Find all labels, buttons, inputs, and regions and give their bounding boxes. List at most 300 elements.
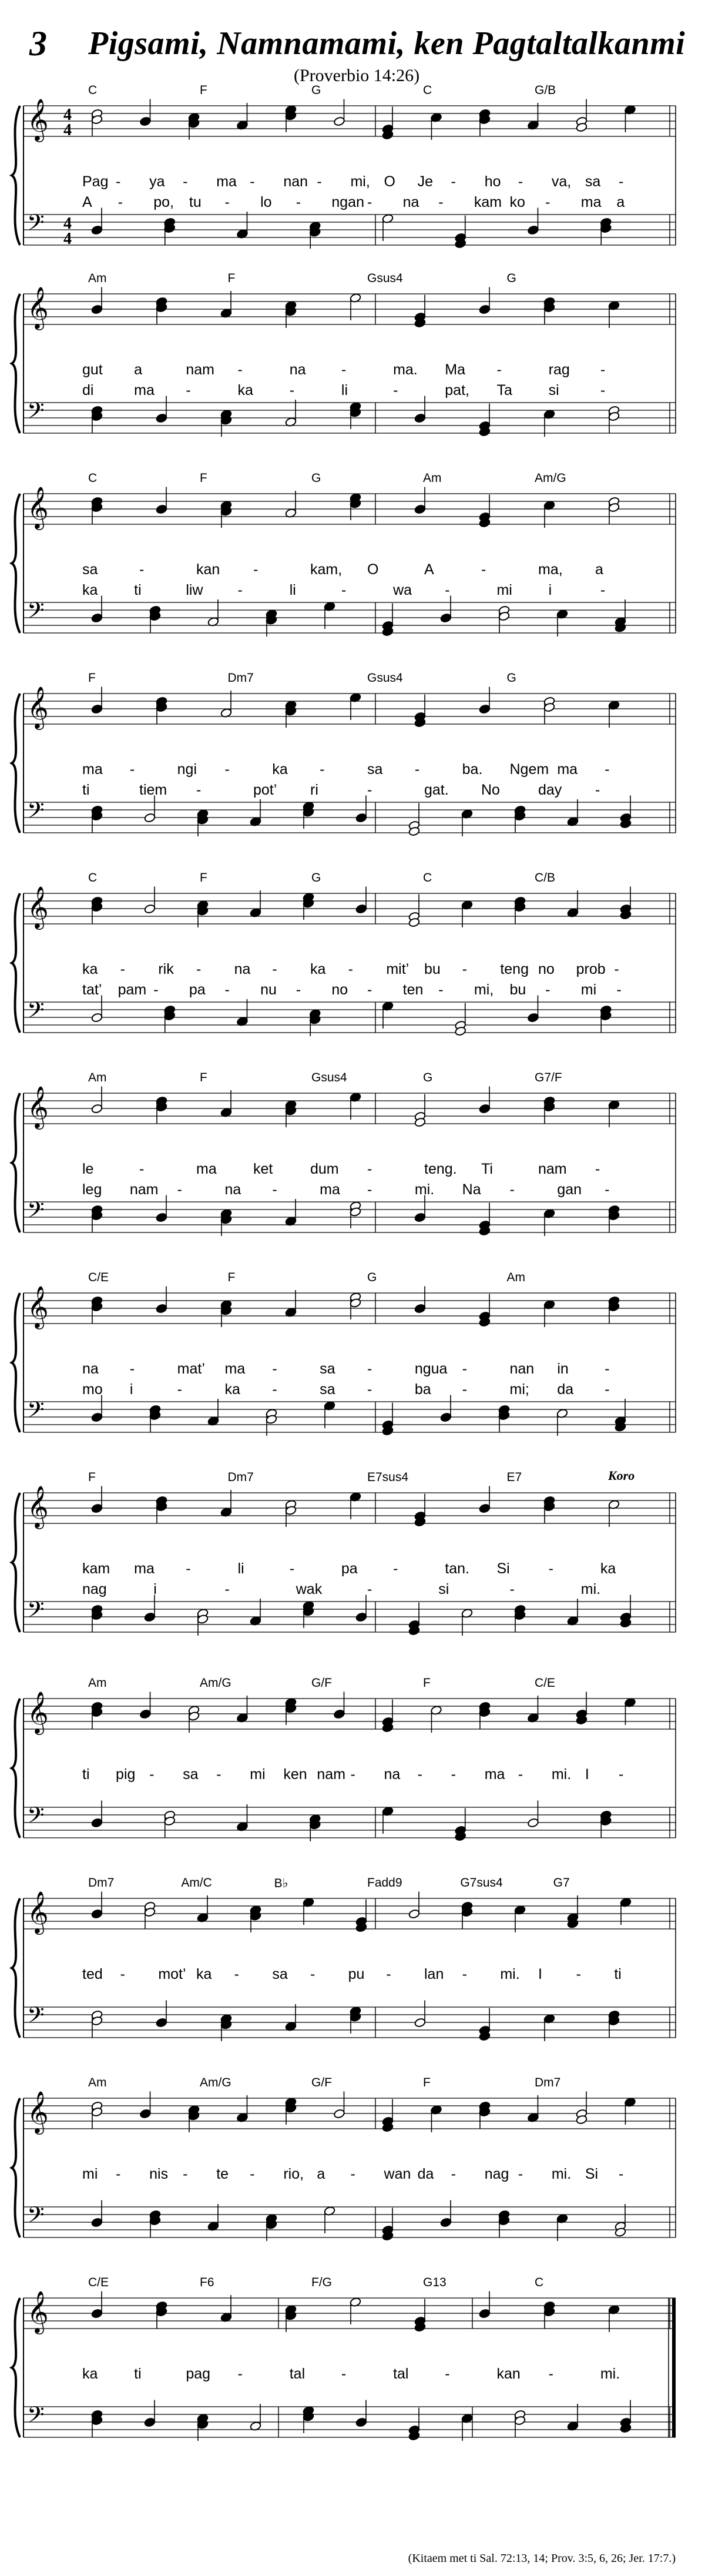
lyric-syllable-verse1: -: [481, 561, 486, 578]
lyric-syllable-verse1: tal: [393, 2366, 409, 2382]
note-head: [333, 116, 345, 126]
lyric-syllable-verse1: te: [216, 2166, 229, 2182]
lyric-syllable-verse1: mi: [250, 1766, 266, 1783]
lyric-syllable-verse2: -: [177, 1381, 182, 1398]
chord-symbol: C/E: [535, 1676, 556, 1690]
lyric-syllable-verse1: a: [595, 561, 603, 578]
lyric-syllable-verse1: A: [424, 561, 434, 578]
lyric-syllable-verse2: ten: [402, 982, 424, 998]
lyric-syllable-verse2: i: [129, 1381, 133, 1398]
lyric-syllable-verse1: prob: [576, 961, 606, 977]
system-brace-icon: [12, 1093, 20, 1232]
lyric-syllable-verse2: i: [548, 582, 552, 598]
lyric-syllable-verse1: O: [384, 173, 395, 190]
treble-clef-icon: 𝄞: [27, 1690, 49, 1733]
lyric-syllable-verse2: -: [224, 1581, 230, 1597]
lyric-syllable-verse1: -: [614, 961, 619, 977]
lyric-syllable-verse2: -: [462, 1381, 467, 1398]
lyric-syllable-verse2: ma: [580, 194, 602, 210]
lyric-syllable-verse1: -: [183, 173, 188, 190]
treble-clef-icon: 𝄞: [27, 1890, 49, 1933]
note-head: [355, 904, 367, 914]
lyric-syllable-verse2: -: [595, 782, 600, 798]
system-brace-icon: [12, 893, 20, 1033]
lyric-syllable-verse1: kan: [196, 561, 220, 578]
lyric-syllable-verse2: Ta: [496, 382, 512, 398]
note-head: [144, 1612, 156, 1622]
note-head: [527, 225, 539, 235]
note-head: [144, 904, 156, 914]
time-signature-top: 4: [63, 106, 72, 124]
lyric-syllable-verse1: ket: [253, 1161, 273, 1177]
lyric-syllable-verse2: ngan: [331, 194, 364, 210]
note-head: [479, 1104, 491, 1114]
music-system: [0, 2263, 705, 2463]
system-brace-icon: [12, 1898, 20, 2038]
note-head: [408, 1909, 420, 1919]
lyric-syllable-verse1: Ti: [481, 1161, 493, 1177]
lyric-syllable-verse1: -: [618, 2166, 624, 2182]
lyric-syllable-verse2: li: [341, 382, 348, 398]
lyric-syllable-verse1: -: [237, 361, 243, 378]
system-brace-icon: [12, 2298, 20, 2437]
lyric-syllable-verse1: ti: [614, 1966, 622, 1982]
lyric-syllable-verse1: -: [317, 173, 322, 190]
music-system: [0, 1663, 705, 1863]
chord-symbol: G: [506, 272, 516, 285]
lyric-syllable-verse1: ka: [600, 1560, 616, 1577]
lyric-syllable-verse1: ma: [196, 1161, 217, 1177]
lyric-syllable-verse1: -: [289, 1560, 295, 1577]
staff-graphics: [0, 858, 705, 1058]
lyric-syllable-verse2: mi: [580, 982, 597, 998]
lyric-syllable-verse2: -: [545, 194, 550, 210]
lyric-syllable-verse1: ngi: [177, 761, 197, 778]
lyric-syllable-verse2: -: [196, 782, 202, 798]
music-system: [0, 71, 705, 270]
lyric-syllable-verse1: ma: [216, 173, 237, 190]
lyric-syllable-verse2: ka: [224, 1381, 240, 1398]
staff-graphics: [0, 658, 705, 858]
lyric-syllable-verse1: -: [393, 1560, 398, 1577]
lyric-syllable-verse2: lo: [260, 194, 272, 210]
note-head: [91, 1104, 103, 1114]
chord-symbol: E7: [506, 1470, 522, 1484]
footer-reference-note: (Kitaem met ti Sal. 72:13, 14; Prov. 3:5, 6, 26; Jer. 17:7.): [408, 2552, 676, 2565]
lyric-syllable-verse1: pig: [116, 1766, 136, 1783]
note-head: [91, 2217, 103, 2227]
note-head: [91, 1818, 103, 1828]
lyric-syllable-verse1: -: [120, 961, 125, 977]
treble-clef-icon: 𝄞: [27, 885, 49, 928]
lyric-syllable-verse2: -: [509, 1581, 515, 1597]
treble-clef-icon: 𝄞: [27, 2090, 49, 2133]
lyric-syllable-verse1: I: [585, 1766, 589, 1783]
lyric-syllable-verse1: nan: [283, 173, 308, 190]
treble-clef-icon: 𝄞: [27, 1485, 49, 1527]
lyric-syllable-verse1: tal: [289, 2366, 306, 2382]
chord-symbol: G13: [423, 2276, 446, 2289]
lyric-syllable-verse2: -: [224, 194, 230, 210]
lyric-syllable-verse1: ma: [134, 1560, 155, 1577]
lyric-syllable-verse2: wak: [296, 1581, 323, 1597]
lyric-syllable-verse1: ka: [310, 961, 326, 977]
note-head: [414, 413, 426, 423]
chord-symbol: E7sus4: [367, 1470, 409, 1484]
chord-symbol: G: [367, 1271, 377, 1284]
note-head: [355, 2417, 367, 2427]
lyric-syllable-verse1: nam: [317, 1766, 346, 1783]
lyric-syllable-verse2: -: [367, 782, 372, 798]
treble-clef-icon: 𝄞: [27, 1285, 49, 1328]
lyric-syllable-verse1: nis: [149, 2166, 169, 2182]
staff-graphics: [0, 458, 705, 658]
bass-clef-icon: 𝄢: [27, 209, 45, 241]
chord-symbol: Am: [88, 1071, 107, 1084]
note-head: [91, 2309, 103, 2319]
note-head: [527, 1818, 539, 1828]
chord-symbol: G7/F: [535, 1071, 562, 1084]
chord-symbol: C: [423, 871, 432, 885]
lyric-syllable-verse1: -: [496, 361, 502, 378]
lyric-syllable-verse1: ma,: [538, 561, 563, 578]
music-system: [0, 1863, 705, 2063]
lyric-syllable-verse1: ka: [82, 2366, 98, 2382]
lyric-syllable-verse2: pam: [118, 982, 147, 998]
lyric-syllable-verse2: mo: [82, 1381, 103, 1398]
treble-clef-icon: 𝄞: [27, 286, 49, 329]
lyric-syllable-verse2: si: [548, 382, 559, 398]
note-head: [440, 1412, 452, 1422]
lyric-syllable-verse2: no: [331, 982, 348, 998]
lyric-syllable-verse1: mi.: [551, 1766, 572, 1783]
lyric-syllable-verse1: -: [149, 1766, 155, 1783]
lyric-syllable-verse1: no: [538, 961, 555, 977]
system-brace-icon: [12, 494, 20, 633]
chord-symbol: F: [200, 83, 207, 97]
lyric-syllable-verse1: nam: [186, 361, 214, 378]
lyric-syllable-verse2: pa: [189, 982, 206, 998]
lyric-syllable-verse1: nan: [509, 1361, 535, 1377]
chord-symbol: Gsus4: [367, 671, 403, 685]
lyric-syllable-verse2: bu: [509, 982, 526, 998]
chord-symbol: F: [200, 471, 207, 485]
lyric-syllable-verse1: mot’: [158, 1966, 186, 1982]
lyric-syllable-verse1: nam: [538, 1161, 567, 1177]
lyric-syllable-verse1: Si: [585, 2166, 599, 2182]
chord-symbol: G: [423, 1071, 433, 1084]
lyric-syllable-verse1: -: [462, 1966, 467, 1982]
lyric-syllable-verse1: rik: [158, 961, 174, 977]
lyric-syllable-verse2: po,: [153, 194, 174, 210]
lyric-syllable-verse1: -: [600, 361, 606, 378]
bass-clef-icon: 𝄢: [27, 1802, 45, 1834]
hymn-number: 3: [29, 24, 47, 63]
chord-symbol: Am: [506, 1271, 525, 1284]
note-head: [414, 1212, 426, 1222]
lyric-syllable-verse2: -: [600, 382, 606, 398]
lyric-syllable-verse2: ma: [134, 382, 155, 398]
lyric-syllable-verse1: ti: [134, 2366, 142, 2382]
music-system: [0, 259, 705, 458]
lyric-syllable-verse2: ma: [320, 1181, 340, 1198]
lyric-syllable-verse1: O: [367, 561, 379, 578]
lyric-syllable-verse1: a: [134, 361, 143, 378]
lyric-syllable-verse1: -: [518, 2166, 523, 2182]
chord-symbol: Am: [88, 272, 107, 285]
lyric-syllable-verse1: lan: [424, 1966, 444, 1982]
lyric-syllable-verse2: gan: [557, 1181, 582, 1198]
lyric-syllable-verse2: liw: [186, 582, 203, 598]
lyric-syllable-verse1: da: [417, 2166, 434, 2182]
chorus-marker: Koro: [608, 1468, 635, 1483]
chord-symbol: G: [506, 671, 516, 685]
lyric-syllable-verse1: Ngem: [509, 761, 549, 778]
note-head: [91, 1412, 103, 1422]
lyric-syllable-verse1: sa: [320, 1361, 335, 1377]
lyric-syllable-verse2: na: [402, 194, 419, 210]
scripture-reference: (Proverbio 14:26): [294, 66, 420, 85]
lyric-syllable-verse1: -: [129, 761, 135, 778]
lyric-syllable-verse1: pag: [186, 2366, 211, 2382]
lyric-syllable-verse2: -: [367, 982, 372, 998]
music-system: [0, 458, 705, 658]
lyric-syllable-verse1: -: [237, 2366, 243, 2382]
lyric-syllable-verse1: pu: [348, 1966, 365, 1982]
lyric-syllable-verse1: a: [317, 2166, 325, 2182]
chord-symbol: F: [88, 1470, 96, 1484]
lyric-syllable-verse1: -: [417, 1766, 422, 1783]
treble-clef-icon: 𝄞: [27, 98, 49, 140]
lyric-syllable-verse2: i: [153, 1581, 157, 1597]
lyric-syllable-verse2: mi.: [580, 1581, 601, 1597]
lyric-syllable-verse1: -: [183, 2166, 188, 2182]
lyric-syllable-verse2: Na: [462, 1181, 481, 1198]
lyric-syllable-verse1: teng: [500, 961, 529, 977]
staff-graphics: [0, 1258, 705, 1458]
lyric-syllable-verse1: bu: [424, 961, 441, 977]
lyric-syllable-verse1: na: [82, 1361, 99, 1377]
lyric-syllable-verse1: -: [451, 1766, 456, 1783]
lyric-syllable-verse2: -: [224, 982, 230, 998]
lyric-syllable-verse2: pot’: [253, 782, 277, 798]
lyric-syllable-verse2: A: [82, 194, 92, 210]
lyric-syllable-verse2: -: [605, 1381, 610, 1398]
system-brace-icon: [12, 1293, 20, 1432]
lyric-syllable-verse1: -: [341, 2366, 347, 2382]
note-head: [440, 2217, 452, 2227]
lyric-syllable-verse2: di: [82, 382, 94, 398]
lyric-syllable-verse1: -: [341, 361, 347, 378]
treble-clef-icon: 𝄞: [27, 1085, 49, 1128]
lyric-syllable-verse2: ko: [509, 194, 525, 210]
chord-symbol: G: [311, 83, 321, 97]
lyric-syllable-verse1: -: [462, 961, 467, 977]
lyric-syllable-verse1: -: [414, 761, 420, 778]
lyric-syllable-verse1: -: [320, 761, 325, 778]
staff-graphics: [0, 71, 705, 270]
lyric-syllable-verse1: gut: [82, 361, 103, 378]
lyric-syllable-verse1: -: [518, 1766, 523, 1783]
lyric-syllable-verse1: ka: [196, 1966, 212, 1982]
lyric-syllable-verse1: Ma: [445, 361, 465, 378]
lyric-syllable-verse1: wan: [384, 2166, 411, 2182]
bass-clef-icon: 𝄢: [27, 397, 45, 429]
lyric-syllable-verse2: wa: [393, 582, 412, 598]
time-signature-bottom: 4: [63, 121, 72, 139]
lyric-syllable-verse1: ka: [272, 761, 288, 778]
bass-clef-icon: 𝄢: [27, 2202, 45, 2233]
chord-symbol: Am: [88, 2076, 107, 2089]
lyric-syllable-verse2: da: [557, 1381, 574, 1398]
chord-symbol: F/G: [311, 2276, 332, 2289]
lyric-syllable-verse2: tiem: [139, 782, 167, 798]
staff-graphics: [0, 2263, 705, 2463]
lyric-syllable-verse1: -: [253, 561, 258, 578]
lyric-syllable-verse1: Si: [496, 1560, 510, 1577]
lyric-syllable-verse2: ti: [134, 582, 142, 598]
lyric-syllable-verse2: tat’: [82, 982, 102, 998]
lyric-syllable-verse1: dum: [310, 1161, 339, 1177]
staff-graphics: [0, 1458, 705, 1657]
treble-clef-icon: 𝄞: [27, 685, 49, 728]
note-head: [156, 413, 167, 423]
music-system: [0, 1058, 705, 1258]
lyric-syllable-verse1: rio,: [283, 2166, 304, 2182]
note-head: [91, 613, 103, 623]
lyric-syllable-verse1: Je: [417, 173, 433, 190]
chord-symbol: F: [200, 871, 207, 885]
lyric-syllable-verse1: ma: [557, 761, 578, 778]
system-brace-icon: [12, 1493, 20, 1632]
lyric-syllable-verse1: na: [234, 961, 251, 977]
staff-graphics: [0, 1663, 705, 1863]
note-head: [91, 1013, 103, 1023]
lyric-syllable-verse2: nu: [260, 982, 277, 998]
chord-symbol: G7: [553, 1876, 570, 1890]
lyric-syllable-verse1: -: [605, 761, 610, 778]
lyric-syllable-verse1: -: [518, 173, 523, 190]
note-head: [527, 1013, 539, 1023]
chord-symbol: F: [88, 671, 96, 685]
staff-graphics: [0, 1058, 705, 1258]
staff-graphics: [0, 259, 705, 458]
note-head: [414, 2018, 426, 2028]
note-head: [156, 1212, 167, 1222]
lyric-syllable-verse1: -: [250, 2166, 255, 2182]
lyric-syllable-verse1: -: [116, 173, 121, 190]
lyric-syllable-verse1: mi.: [600, 2366, 620, 2382]
lyric-syllable-verse1: nag: [484, 2166, 509, 2182]
lyric-syllable-verse1: -: [386, 1966, 391, 1982]
lyric-syllable-verse1: -: [618, 1766, 624, 1783]
lyric-syllable-verse1: mit’: [386, 961, 409, 977]
lyric-syllable-verse1: Pag: [82, 173, 109, 190]
note-head: [91, 225, 103, 235]
lyric-syllable-verse1: mi: [82, 2166, 98, 2182]
lyric-syllable-verse2: ri: [310, 782, 318, 798]
chord-symbol: C/E: [88, 1271, 109, 1284]
note-head: [139, 2109, 151, 2119]
lyric-syllable-verse2: kam: [474, 194, 502, 210]
chord-symbol: C/E: [88, 2276, 109, 2289]
lyric-syllable-verse2: -: [545, 982, 550, 998]
lyric-syllable-verse1: -: [451, 2166, 456, 2182]
lyric-syllable-verse1: -: [367, 1161, 372, 1177]
lyric-syllable-verse1: le: [82, 1161, 94, 1177]
lyric-syllable-verse1: na: [289, 361, 306, 378]
lyric-syllable-verse1: ted: [82, 1966, 103, 1982]
treble-clef-icon: 𝄞: [27, 2290, 49, 2333]
time-signature-bottom: 4: [63, 230, 72, 248]
note-head: [414, 504, 426, 514]
lyric-syllable-verse1: ya: [149, 173, 165, 190]
lyric-syllable-verse1: ma: [224, 1361, 246, 1377]
chord-symbol: G7sus4: [460, 1876, 503, 1890]
music-system: [0, 2063, 705, 2263]
lyric-syllable-verse2: mi: [496, 582, 512, 598]
lyric-syllable-verse2: nag: [82, 1581, 107, 1597]
lyric-syllable-verse1: tan.: [445, 1560, 469, 1577]
bass-clef-icon: 𝄢: [27, 997, 45, 1029]
lyric-syllable-verse1: -: [548, 2366, 553, 2382]
chord-symbol: F6: [200, 2276, 214, 2289]
lyric-syllable-verse2: -: [272, 1181, 277, 1198]
music-system: [0, 658, 705, 858]
lyric-syllable-verse2: gat.: [424, 782, 449, 798]
note-head: [91, 704, 103, 714]
note-head: [144, 813, 156, 823]
chord-symbol: F: [423, 2076, 431, 2089]
note-head: [333, 2109, 345, 2119]
lyric-syllable-verse2: nam: [129, 1181, 159, 1198]
lyric-syllable-verse2: -: [296, 982, 301, 998]
chord-symbol: Am/G: [535, 471, 566, 485]
lyric-syllable-verse1: -: [272, 1361, 277, 1377]
system-brace-icon: [12, 1699, 20, 1838]
lyric-syllable-verse1: -: [129, 1361, 135, 1377]
chord-symbol: F: [227, 1271, 236, 1284]
lyric-syllable-verse1: kam: [82, 1560, 110, 1577]
lyric-syllable-verse2: mi;: [509, 1381, 529, 1398]
note-head: [91, 1503, 103, 1513]
lyric-syllable-verse1: -: [605, 1361, 610, 1377]
lyric-syllable-verse1: -: [348, 961, 353, 977]
chord-symbol: B♭: [274, 1877, 288, 1890]
note-head: [144, 2417, 156, 2427]
system-brace-icon: [12, 106, 20, 245]
lyric-syllable-verse1: mi,: [350, 173, 370, 190]
chord-symbol: C/B: [535, 871, 556, 885]
chord-symbol: G: [311, 471, 321, 485]
lyric-syllable-verse1: -: [120, 1966, 125, 1982]
lyric-syllable-verse2: -: [289, 382, 295, 398]
lyric-syllable-verse2: No: [481, 782, 500, 798]
lyric-syllable-verse2: -: [341, 582, 347, 598]
lyric-syllable-verse2: -: [367, 194, 372, 210]
lyric-syllable-verse2: ba: [414, 1381, 431, 1398]
chord-symbol: Fadd9: [367, 1876, 402, 1890]
lyric-syllable-verse2: -: [367, 1381, 372, 1398]
lyric-syllable-verse1: mi.: [551, 2166, 572, 2182]
lyric-syllable-verse1: ti: [82, 1766, 90, 1783]
lyric-syllable-verse2: a: [616, 194, 625, 210]
lyric-syllable-verse2: mi.: [414, 1181, 435, 1198]
chord-symbol: G: [311, 871, 321, 885]
lyric-syllable-verse1: -: [618, 173, 624, 190]
chord-symbol: C: [423, 83, 432, 97]
note-head: [479, 2309, 491, 2319]
